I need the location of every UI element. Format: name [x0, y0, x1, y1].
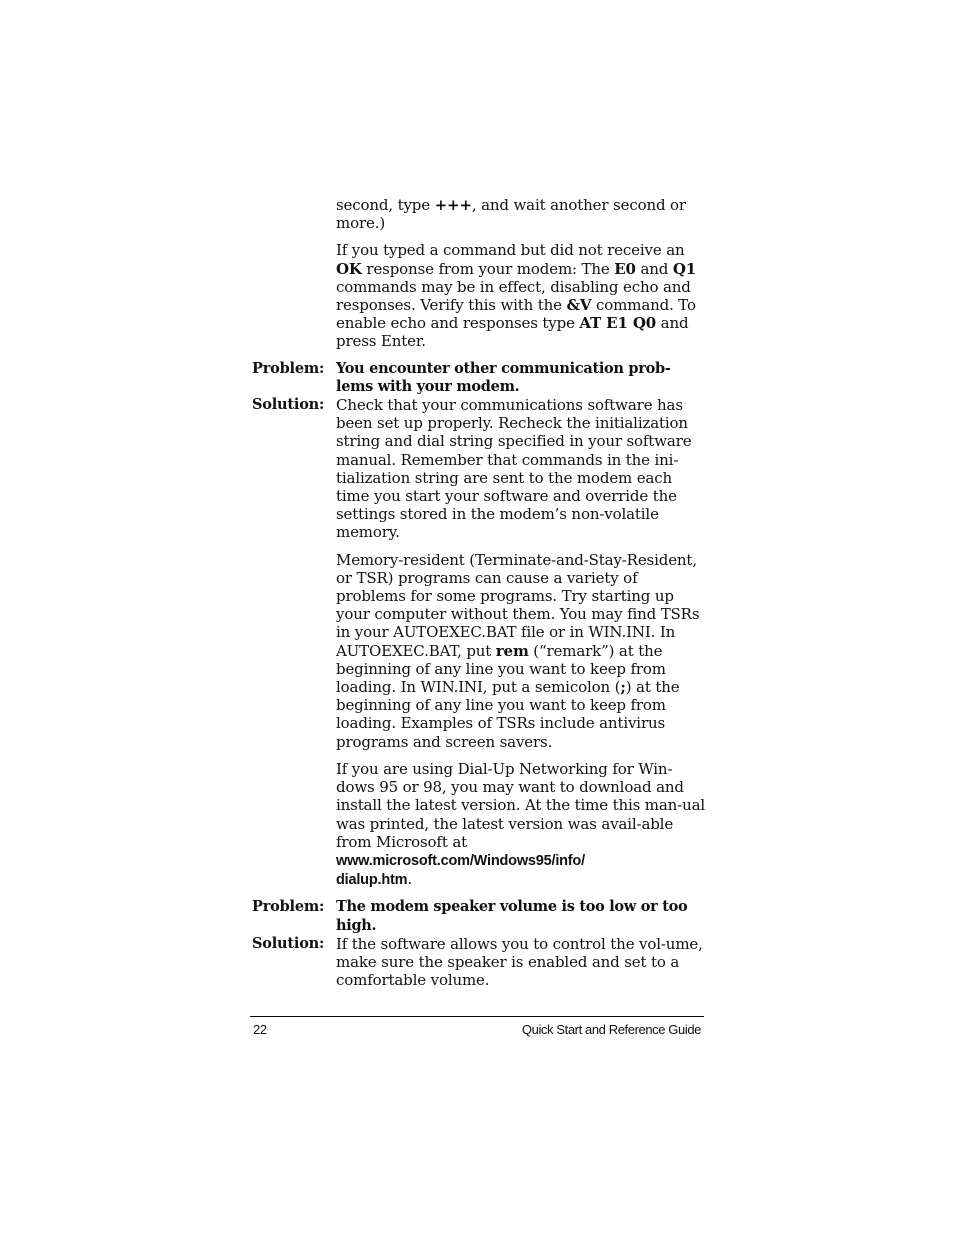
manual-content [252, 196, 707, 989]
problem-text: You encounter other communication prob-lems with your modem. [336, 359, 671, 395]
text-run: . [407, 870, 412, 889]
solution-text: Check that your communications software has been set up properly. Recheck the initialization string and dial string specified in your software manual. Remember that commands in the ini-tialization string are sent to the modem each time you start your software and override the settings stored in the modem’s non-volatile memory. [336, 396, 692, 542]
footer-divider [250, 1016, 704, 1017]
problem-label: Problem: [252, 359, 325, 377]
solution-row [252, 396, 707, 542]
url-line: www.microsoft.com/Windows95/info/ [336, 852, 585, 869]
guide-title: Quick Start and Reference Guide [521, 1022, 701, 1037]
q1-command: Q1 [672, 259, 697, 278]
text-run: Memory-resident (Terminate-and-Stay-Resident, or TSR) programs can cause a variety of problems for some programs. Try starting up your computer without them. You may find TSRs in your AUTOEXEC.BAT file or in WIN.INI. In AUTOEXEC.BAT, put [336, 550, 700, 660]
text-run: response from your modem: The [361, 259, 615, 278]
text-run: and press Enter. [336, 314, 689, 351]
text-run: If you typed a command but did not receive an [336, 241, 685, 260]
microsoft-url [336, 853, 585, 888]
e0-command: E0 [614, 259, 636, 278]
text-run: second, type [336, 196, 435, 214]
solution-label: Solution: [252, 934, 325, 952]
ok-response: OK [336, 259, 362, 278]
command-echo-paragraph [336, 241, 707, 350]
text-run: and [635, 259, 673, 278]
tsr-paragraph [336, 551, 707, 751]
text-run: (“remark”) at the beginning of any line you want to keep from loading. In WIN.INI, put a semicolon ( [336, 641, 666, 697]
text-run: ) at the beginning of any line you want to keep from loading. Examples of TSRs include antivirus programs and screen savers. [336, 678, 680, 751]
rem-keyword: rem [495, 641, 529, 660]
at-e1-q0-command: AT E1 Q0 [579, 314, 657, 333]
v-command: &V [566, 296, 592, 315]
problem-text: The modem speaker volume is too low or too high. [336, 898, 688, 934]
solution-label: Solution: [252, 396, 325, 414]
escape-sequence: +++ [434, 196, 472, 214]
semicolon-symbol: ; [620, 678, 626, 697]
text-run: , and wait another second or more.) [336, 196, 686, 233]
text-run: If you are using Dial-Up Networking for Win-dows 95 or 98, you may want to download and install the latest version. At the time this man-ual was printed, the latest version was avail-able from Microsoft at [336, 759, 706, 851]
url-line: dialup.htm [336, 872, 408, 889]
solution-row [252, 935, 707, 990]
problem-row [252, 898, 707, 934]
dialup-paragraph [336, 760, 707, 889]
text-run: command. To enable echo and responses type [336, 296, 696, 333]
solution-text: If the software allows you to control the vol-ume, make sure the speaker is enabled and set to a comfortable volume. [336, 934, 703, 990]
problem-row [252, 360, 707, 396]
text-run: commands may be in effect, disabling echo and responses. Verify this with the [336, 277, 691, 315]
problem-label: Problem: [252, 898, 325, 916]
continued-paragraph [336, 196, 707, 232]
page-number: 22 [253, 1022, 267, 1037]
